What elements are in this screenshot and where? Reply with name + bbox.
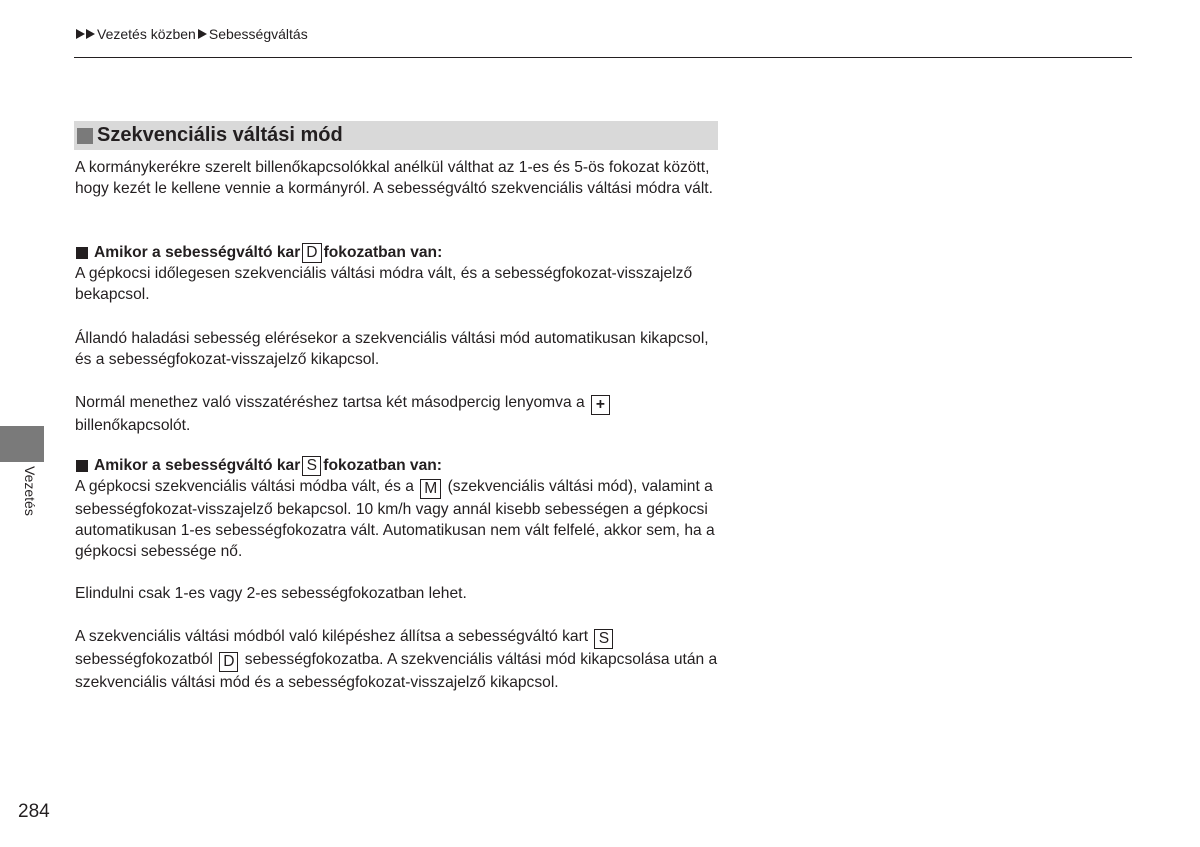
paragraph: Elindulni csak 1-es vagy 2-es sebességfokozatban lehet. [75, 585, 467, 602]
paragraph [75, 392, 720, 436]
paragraph: Állandó haladási sebesség elérésekor a szekvenciális váltási mód automatikusan kikapcsol, és a sebességfokozat-visszajelző kikapcsol. [75, 330, 709, 368]
text-run: billenőkapcsolót. [75, 417, 191, 434]
gear-m-key-icon: M [420, 479, 441, 499]
paragraph-block [75, 392, 720, 436]
intro-paragraph: A kormánykerékre szerelt billenőkapcsolókkal anélkül válthat az 1-es és 5-ös fokozat között, hogy kezét le kellene vennie a kormányról. A sebességváltó szekvenciális váltási módra vált. [75, 159, 713, 197]
breadcrumb-arrow-icon [86, 29, 95, 39]
subsection-d [75, 242, 720, 305]
heading-text: fokozatban van: [323, 457, 442, 474]
plus-paddle-key-icon: + [591, 395, 610, 415]
subsection-heading [75, 455, 720, 476]
heading-text: Amikor a sebességváltó kar [94, 457, 301, 474]
gear-d-key-icon: D [302, 243, 321, 263]
subsection-heading [75, 242, 720, 263]
text-run: (szekvenciális váltási mód), valamint a sebességfokozat-visszajelző bekapcsol. 10 km/h vagy annál kisebb sebességen a gépkocsi automatikusan 1-es sebességfokozatra vált. Automatikusan nem vált felfelé, akkor sem, ha a gépkocsi sebessége nő. [75, 478, 715, 560]
gear-s-key-icon: S [594, 629, 613, 649]
section-title [74, 121, 718, 150]
paragraph [75, 626, 720, 693]
text-run: Normál menethez való visszatéréshez tartsa két másodpercig lenyomva a [75, 394, 585, 411]
chapter-tab-label: Vezetés [22, 466, 38, 516]
section-square-icon [77, 128, 93, 144]
header-divider [74, 57, 1132, 58]
breadcrumb-arrow-icon [76, 29, 85, 39]
paragraph: A gépkocsi időlegesen szekvenciális váltási módra vált, és a sebességfokozat-visszajelző bekapcsol. [75, 265, 693, 303]
breadcrumb-item: Sebességváltás [208, 26, 308, 42]
breadcrumb-item: Vezetés közben [97, 26, 196, 42]
page-number: 284 [18, 801, 50, 822]
heading-text: fokozatban van: [323, 244, 443, 261]
gear-s-key-icon: S [302, 456, 321, 476]
subsection-s [75, 455, 720, 562]
text-run: A gépkocsi szekvenciális váltási módba vált, és a [75, 478, 414, 495]
text-run: sebességfokozatból [75, 651, 213, 668]
breadcrumb [76, 26, 308, 42]
gear-d-key-icon: D [219, 652, 238, 672]
text-run: sebességfokozatba. A szekvenciális váltási mód kikapcsolása után a szekvenciális váltási mód és a sebességfokozat-visszajelző kikapcsol. [75, 651, 718, 691]
section-title-text: Szekvenciális váltási mód [97, 124, 343, 146]
text-run: A szekvenciális váltási módból való kilépéshez állítsa a sebességváltó kart [75, 628, 589, 645]
section-intro [75, 157, 720, 199]
bullet-square-icon [76, 247, 88, 259]
paragraph-block [75, 583, 720, 604]
paragraph [75, 476, 720, 562]
breadcrumb-arrow-icon [198, 29, 207, 39]
bullet-square-icon [76, 460, 88, 472]
paragraph-block [75, 328, 720, 370]
paragraph-block [75, 626, 720, 693]
chapter-tab [0, 426, 44, 462]
heading-text: Amikor a sebességváltó kar [94, 244, 301, 261]
